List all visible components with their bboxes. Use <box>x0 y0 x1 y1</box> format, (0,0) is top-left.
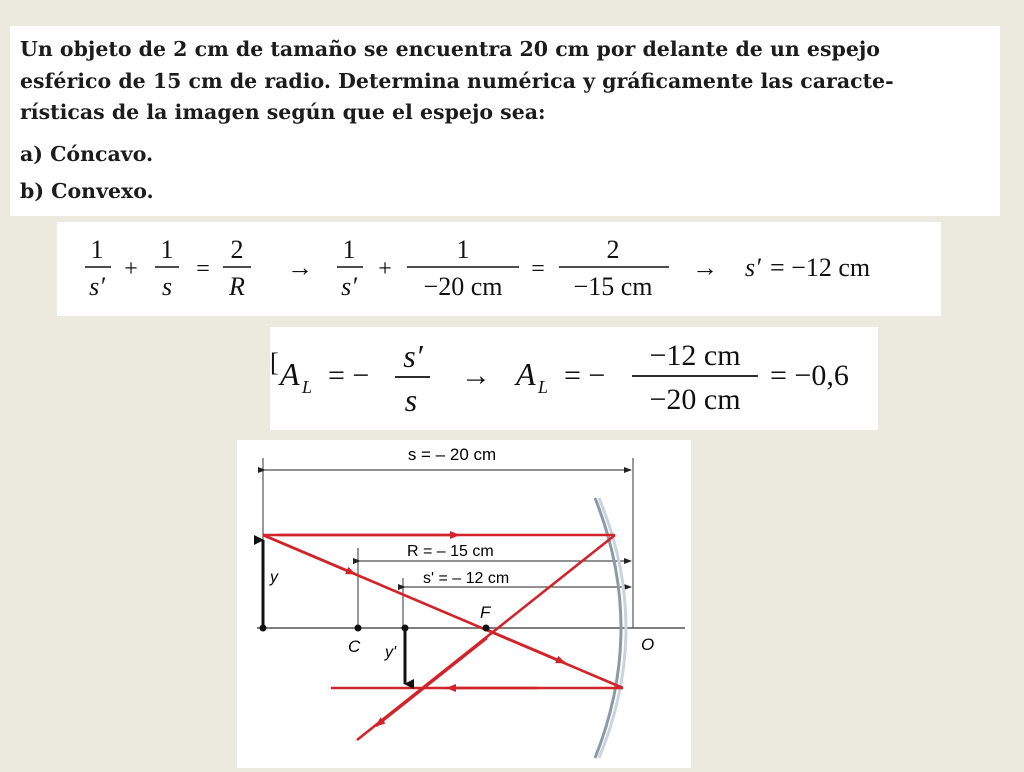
frac2-num: 1 <box>160 235 174 264</box>
mirror-equation-panel <box>57 222 941 316</box>
label-s: s = – 20 cm <box>407 445 497 464</box>
frac4-num: 1 <box>342 235 356 264</box>
focus-point <box>483 625 490 632</box>
result-var: s′ <box>745 253 761 282</box>
label-s-prime: s' = – 12 cm <box>423 570 510 587</box>
frac6-num: 2 <box>606 235 620 264</box>
stray-bracket: [ <box>270 348 279 377</box>
ray-diagram-panel <box>237 440 691 768</box>
equals-minus-2: = − <box>564 359 606 392</box>
frac2-den: s <box>161 272 173 301</box>
magnification-equation <box>270 327 878 430</box>
frac-den-s: s <box>404 382 418 418</box>
statement-line-1: Un objeto de 2 cm de tamaño se encuentra 20 cm por delante de un espejo <box>20 37 880 61</box>
equals-2: = <box>531 256 545 282</box>
label-C: C <box>348 637 361 656</box>
statement-line-3: rísticas de la imagen según que el espejo sea: <box>20 100 546 124</box>
arrow-1: → <box>287 253 313 282</box>
mirror-equation <box>57 222 941 316</box>
frac5-den: −20 cm <box>423 272 503 301</box>
label-R: R = – 15 cm <box>407 543 494 560</box>
label-F: F <box>480 603 491 622</box>
ray-group <box>263 535 623 740</box>
option-b: b) Convexo. <box>20 179 154 203</box>
result-value: = −12 cm <box>770 253 871 282</box>
ray-focal-arrow-2 <box>485 629 565 663</box>
magnification-equation-panel <box>270 327 878 430</box>
arrow-2: → <box>692 253 718 282</box>
A-L-sub-1: L <box>302 377 313 397</box>
label-y-prime: y' <box>385 644 397 661</box>
center-point <box>355 625 362 632</box>
problem-statement-panel <box>10 26 1000 216</box>
frac-den-20: −20 cm <box>649 383 741 416</box>
frac3-den: R <box>229 272 245 301</box>
label-y: y <box>270 569 278 586</box>
statement-line-2: esférico de 15 cm de radio. Determina numérica y gráficamente las caracte- <box>20 68 894 93</box>
A-L-sub-2: L <box>538 377 549 397</box>
frac1-num: 1 <box>90 235 104 264</box>
equals-minus-1: = − <box>328 359 370 392</box>
A-L-var-2: A <box>516 356 536 392</box>
frac-num-12: −12 cm <box>649 339 741 372</box>
image-base-point <box>402 625 409 632</box>
magnification-result: = −0,6 <box>770 359 849 392</box>
frac6-den: −15 cm <box>573 272 653 301</box>
frac-num-s-prime: s′ <box>403 338 423 374</box>
problem-text <box>20 34 995 208</box>
A-L-var-1: A <box>280 356 300 392</box>
equals-1: = <box>196 256 210 282</box>
frac5-num: 1 <box>456 235 470 264</box>
option-a: a) Cóncavo. <box>20 141 154 166</box>
frac1-den: s′ <box>89 272 105 301</box>
plus-1: + <box>124 256 138 282</box>
frac3-num: 2 <box>230 235 244 264</box>
frac4-den: s′ <box>341 272 357 301</box>
plus-2: + <box>378 256 392 282</box>
label-O: O <box>641 635 655 654</box>
arrow-3: → <box>461 359 491 392</box>
ray-diagram <box>237 440 691 768</box>
object-base-point <box>260 625 267 632</box>
